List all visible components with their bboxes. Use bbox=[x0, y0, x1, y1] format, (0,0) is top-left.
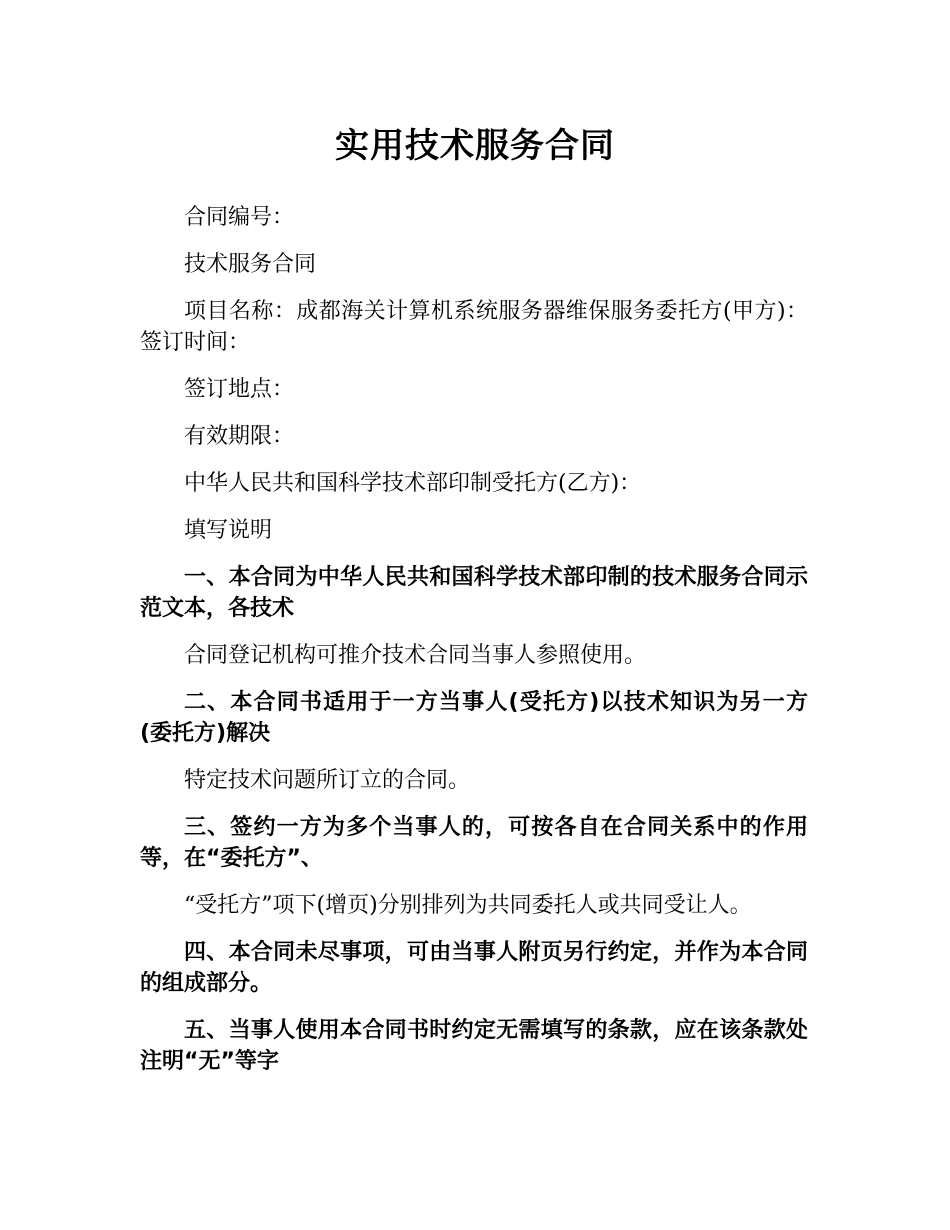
paragraph-instruction-2-cont: 特定技术问题所订立的合同。 bbox=[184, 768, 471, 793]
paragraph-contract-number: 合同编号： bbox=[184, 205, 295, 230]
paragraph-project-name: 项目名称：成都海关计算机系统服务器维保服务委托方(甲方)：签订时间： bbox=[140, 299, 808, 355]
paragraph-instruction-2: 二、本合同书适用于一方当事人(受托方)以技术知识为另一方(委托方)解决 bbox=[140, 690, 808, 746]
paragraph-instruction-3-cont: “受托方”项下(增页)分别排列为共同委托人或共同受让人。 bbox=[184, 893, 752, 918]
paragraph-instruction-5: 五、当事人使用本合同书时约定无需填写的条款，应在该条款处注明“无”等字 bbox=[140, 1018, 808, 1074]
paragraph-instruction-3: 三、签约一方为多个当事人的，可按各自在合同关系中的作用等，在“委托方”、 bbox=[140, 815, 808, 871]
paragraph-instruction-1: 一、本合同为中华人民共和国科学技术部印制的技术服务合同示范文本，各技术 bbox=[140, 565, 808, 621]
paragraph-printer-party-b: 中华人民共和国科学技术部印制受托方(乙方)： bbox=[184, 471, 642, 496]
document-body bbox=[140, 202, 808, 1093]
paragraph-signing-place: 签订地点： bbox=[184, 377, 295, 402]
document-title: 实用技术服务合同 bbox=[335, 126, 615, 166]
paragraph-contract-type: 技术服务合同 bbox=[184, 252, 317, 277]
paragraph-validity-period: 有效期限： bbox=[184, 424, 295, 449]
paragraph-instruction-4: 四、本合同未尽事项，可由当事人附页另行约定，并作为本合同的组成部分。 bbox=[140, 940, 808, 996]
paragraph-instruction-1-cont: 合同登记机构可推介技术合同当事人参照使用。 bbox=[184, 643, 647, 668]
paragraph-instructions-heading: 填写说明 bbox=[184, 518, 273, 543]
